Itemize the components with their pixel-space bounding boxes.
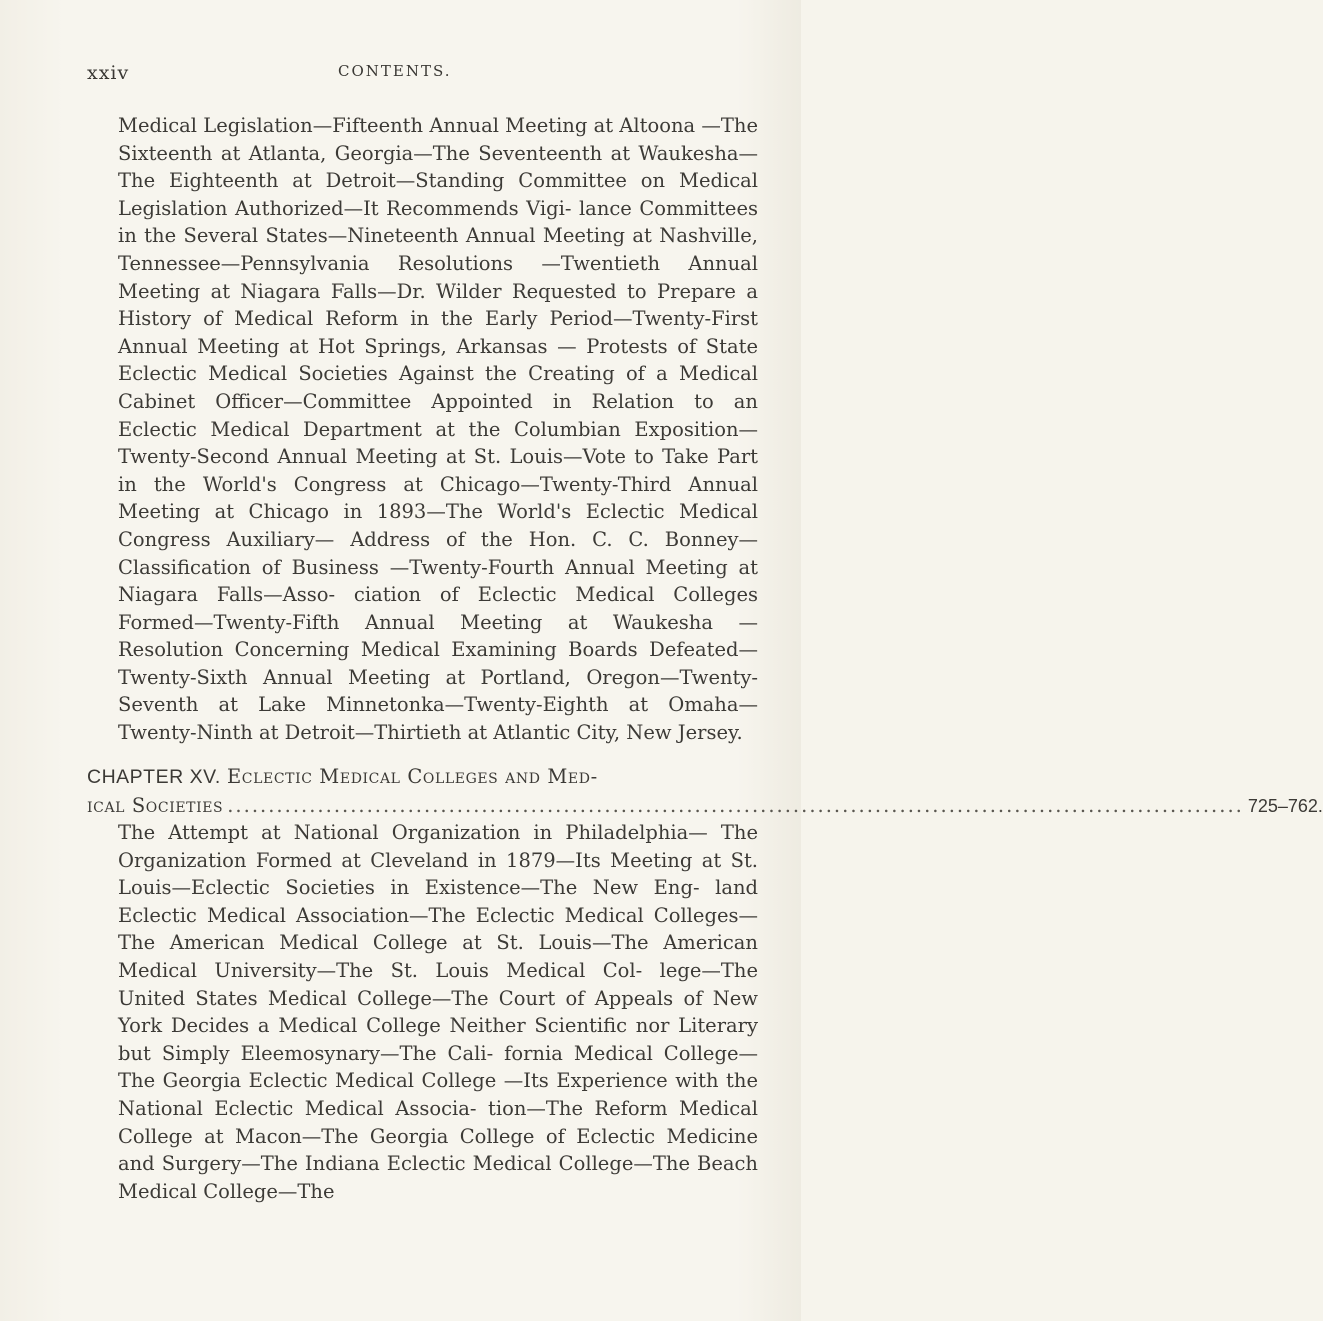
dot-leader: ............................................................................................................................	[227, 793, 1244, 817]
running-head: CONTENTS.	[338, 62, 452, 80]
chapter-xv-heading	[87, 763, 758, 792]
chapter-xv-label: CHAPTER XV.	[87, 766, 221, 788]
chapter-xv-pages: 725–762.	[1247, 795, 1323, 816]
chapter-xv-summary: The Attempt at National Organization in Philadelphia— The Organization Formed at Cleveland in 1879—Its Meeting at St. Louis—Eclectic Societies in Existence—The New Eng- land Eclectic Medical Association—The Eclectic Medical Colleges—The American Medical College at St. Louis—The American Medical University—The St. Louis Medical Col- lege—The United States Medical College—The Court of Appeals of New York Decides a Medical College Neither Scientific nor Literary but Simply Eleemosynary—The Cali- fornia Medical College—The Georgia Eclectic Medical College —Its Experience with the National Eclectic Medical Associa- tion—The Reform Medical College at Macon—The Georgia College of Eclectic Medicine and Surgery—The Indiana Eclectic Medical College—The Beach Medical College—The	[118, 821, 758, 1203]
chapter-xiv-summary-continuation: Medical Legislation—Fifteenth Annual Meeting at Altoona —The Sixteenth at Atlanta, Georgia—The Seventeenth at Waukesha—The Eighteenth at Detroit—Standing Committee on Medical Legislation Authorized—It Recommends Vigi- lance Committees in the Several States—Nineteenth Annual Meeting at Nashville, Tennessee—Pennsylvania Resolutions —Twentieth Annual Meeting at Niagara Falls—Dr. Wilder Requested to Prepare a History of Medical Reform in the Early Period—Twenty-First Annual Meeting at Hot Springs, Arkansas — Protests of State Eclectic Medical Societies Against the Creating of a Medical Cabinet Officer—Committee Appointed in Relation to an Eclectic Medical Department at the Columbian Exposition—Twenty-Second Annual Meeting at St. Louis—Vote to Take Part in the World's Congress at Chicago—Twenty-Third Annual Meeting at Chicago in 1893—The World's Eclectic Medical Congress Auxiliary— Address of the Hon. C. C. Bonney—Classification of Business —Twenty-Fourth Annual Meeting at Niagara Falls—Asso- ciation of Eclectic Medical Colleges Formed—Twenty-Fifth Annual Meeting at Waukesha — Resolution Concerning Medical Examining Boards Defeated—Twenty-Sixth Annual Meeting at Portland, Oregon—Twenty-Seventh at Lake Minnetonka—Twenty-Eighth at Omaha—Twenty-Ninth at Detroit—Thirtieth at Atlantic City, New Jersey.	[118, 114, 758, 745]
chapter-xv-title: Eclectic Medical Colleges and Med-	[226, 765, 598, 788]
page-number: xxiv	[87, 62, 130, 84]
page-header	[0, 58, 801, 88]
chapter-xv-title-end: ical Societies	[87, 793, 224, 817]
chapter-xv-entry	[87, 763, 1323, 820]
chapter-xv-title-line	[87, 792, 1323, 821]
